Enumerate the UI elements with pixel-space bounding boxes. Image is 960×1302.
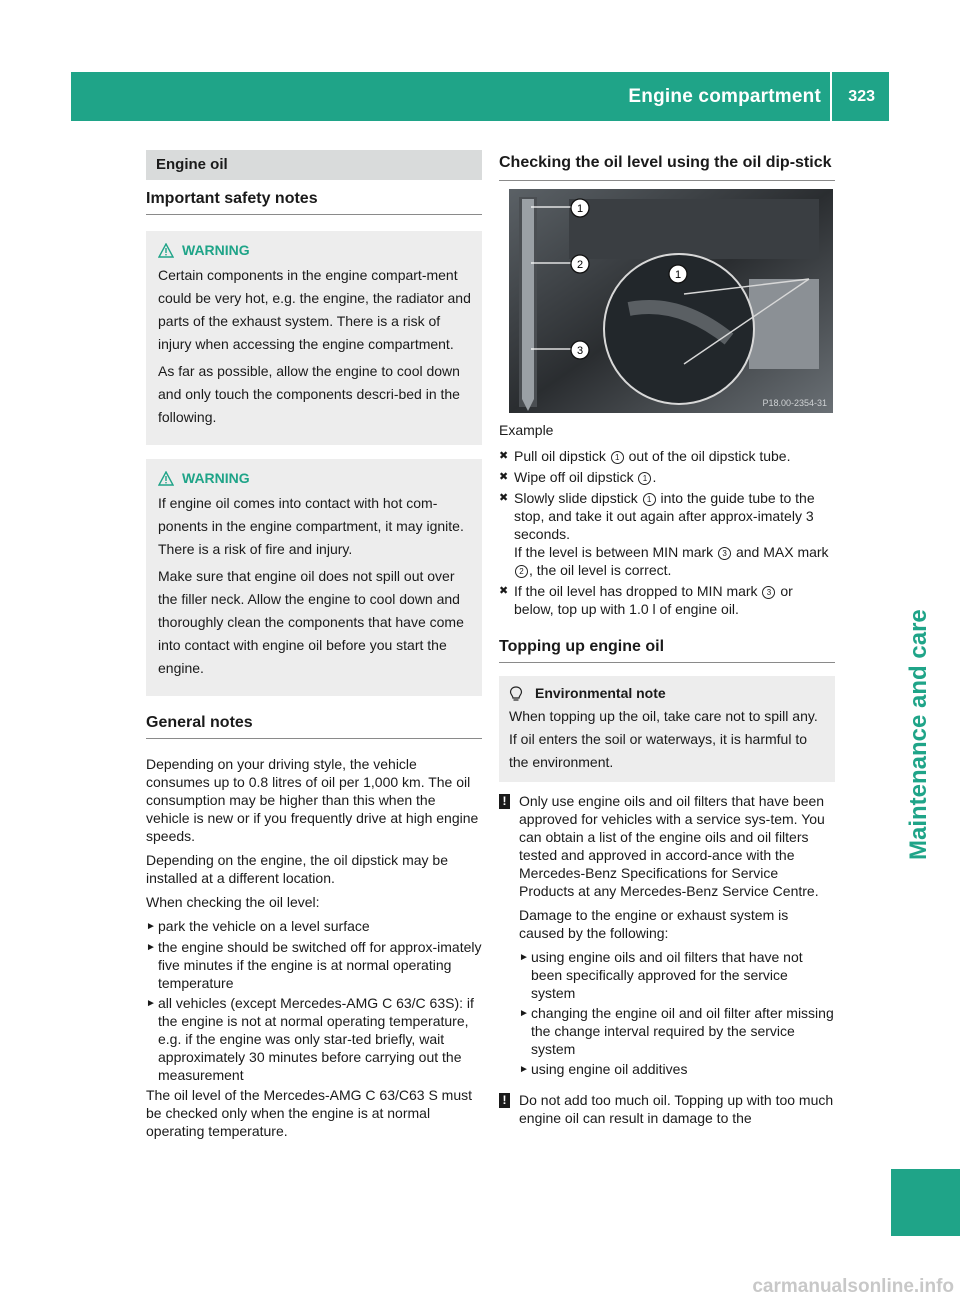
svg-text:3: 3	[576, 345, 584, 357]
side-tab-label: Maintenance and care	[905, 609, 932, 860]
watermark: carmanualsonline.info	[752, 1276, 954, 1297]
svg-text:1: 1	[674, 269, 682, 281]
list-item-text: park the vehicle on a level surface	[158, 918, 370, 934]
warning-label: WARNING	[182, 242, 250, 258]
paragraph: When checking the oil level:	[146, 894, 320, 910]
list-item: ► changing the engine oil and oil filter after missing the change interval required by the service system	[519, 1005, 834, 1057]
step-item: ✖ Pull oil dipstick 1 out of the oil dipstick tube.	[499, 448, 791, 464]
callout-ref: 1	[638, 472, 651, 485]
dipstick-heading: Checking the oil level using the oil dip-stick	[499, 154, 835, 181]
callout-ref: 3	[762, 586, 775, 599]
topping-heading: Topping up engine oil	[499, 638, 835, 663]
environmental-note	[499, 676, 835, 782]
bullet-icon: ►	[146, 942, 156, 953]
notice-text: Damage to the engine or exhaust system is caused by the following:	[519, 907, 789, 941]
callout-ref: 3	[718, 547, 731, 560]
list-item	[146, 917, 482, 936]
notice-block	[499, 1091, 835, 1133]
page-title: Engine compartment	[628, 86, 821, 107]
bullet-icon: ►	[146, 998, 156, 1009]
step-item: ✖ Slowly slide dipstick 1 into the guide tube to the stop, and take it out again after approx-imately 3 seconds. If the level is between MIN mark 3 and MAX mark 2 , the oil level is correct.	[499, 490, 829, 578]
arrow-icon: ✖	[499, 450, 509, 462]
section-title: Engine oil	[146, 150, 482, 180]
general-heading: General notes	[146, 714, 482, 739]
image-code: P18.00-2354-31	[762, 398, 827, 408]
image-caption: Example	[499, 422, 554, 438]
right-column	[499, 150, 835, 1133]
left-column	[146, 150, 482, 1146]
callout-ref: 1	[643, 493, 656, 506]
callout-ref: 1	[611, 451, 624, 464]
callout-1-detail	[669, 265, 687, 283]
engine-photo	[509, 189, 833, 413]
list-item-text: all vehicles (except Mercedes-AMG C 63/C 63S): if the engine is not at normal operating temperature, e.g. if the engine was only star-ted briefly, wait approximately 30 minutes before carrying out the measurement	[158, 995, 474, 1083]
warning-header	[158, 239, 472, 262]
env-label: Environmental note	[535, 685, 666, 701]
list-item-text: the engine should be switched off for approx-imately five minutes if the engine is at normal operating temperature	[158, 939, 482, 991]
warning-label: WARNING	[182, 470, 250, 486]
callout-2	[571, 255, 589, 273]
step-item: ✖ Wipe off oil dipstick 1 .	[499, 469, 657, 485]
env-header	[509, 682, 825, 705]
arrow-icon: ✖	[499, 471, 509, 483]
bullet-icon: ►	[519, 1064, 529, 1075]
header-divider	[830, 72, 832, 121]
list-item	[146, 994, 482, 1084]
arrow-icon: ✖	[499, 585, 509, 597]
exclamation-icon: !	[499, 794, 510, 809]
warning-header	[158, 467, 472, 490]
list-item: ► using engine oil additives	[519, 1061, 688, 1077]
warning-text: Make sure that engine oil does not spill out over the filler neck. Allow the engine to cool down and thoroughly clean the components that have come into contact with engine oil before you start the engine.	[158, 568, 464, 676]
bulb-icon	[509, 686, 523, 702]
paragraph: Depending on your driving style, the vehicle consumes up to 0.8 litres of oil per 1,000 km. The oil consumption may be higher than this when the vehicle is new or if you frequently drive at high engine speeds.	[146, 756, 479, 844]
arrow-icon: ✖	[499, 492, 509, 504]
bullet-icon: ►	[146, 921, 156, 932]
page-number: 323	[848, 88, 875, 105]
warning-box	[146, 459, 482, 696]
header-band	[71, 72, 889, 121]
callout-ref: 2	[515, 565, 528, 578]
notice-text: Only use engine oils and oil filters that have been approved for vehicles with a service sys-tem. You can obtain a list of the engine oils and oil filters tested and approved in accord-ance with the Mercedes-Benz Specifications for Service Products at any Mercedes-Benz Service Centre.	[519, 793, 825, 899]
warning-box	[146, 231, 482, 445]
svg-text:2: 2	[576, 259, 584, 271]
bullet-icon: ►	[519, 952, 529, 963]
paragraph: Depending on the engine, the oil dipstick may be installed at a different location.	[146, 852, 448, 886]
callout-1	[571, 199, 589, 217]
warning-text: As far as possible, allow the engine to cool down and only touch the components descri-bed in the following.	[158, 363, 460, 425]
exclamation-icon: !	[499, 1093, 510, 1108]
warning-triangle-icon	[158, 471, 174, 486]
bullet-icon: ►	[519, 1008, 529, 1019]
safety-heading: Important safety notes	[146, 190, 482, 215]
callout-3	[571, 341, 589, 359]
env-text: When topping up the oil, take care not to spill any. If oil enters the soil or waterways, it is harmful to the environment.	[509, 708, 818, 770]
warning-text: Certain components in the engine compart-ment could be very hot, e.g. the engine, the radiator and parts of the exhaust system. There is a risk of injury when accessing the engine compartment.	[158, 267, 471, 352]
step-item: ✖ If the oil level has dropped to MIN mark 3 or below, top up with 1.0 l of engine oil.	[499, 583, 793, 617]
list-item	[146, 938, 482, 992]
notice-text: Do not add too much oil. Topping up with too much engine oil can result in damage to the	[519, 1092, 834, 1126]
notice-block	[499, 792, 835, 1081]
warning-triangle-icon	[158, 243, 174, 258]
engine-illustration	[509, 189, 833, 413]
warning-text: If engine oil comes into contact with hot com-ponents in the engine compartment, it may ignite. There is a risk of fire and injury.	[158, 495, 464, 557]
side-tab-marker	[891, 1169, 960, 1236]
list-item: ► using engine oils and oil filters that have not been specifically approved for the service system	[519, 949, 803, 1001]
svg-text:1: 1	[576, 203, 584, 215]
paragraph: The oil level of the Mercedes-AMG C 63/C63 S must be checked only when the engine is at normal operating temperature.	[146, 1087, 473, 1139]
